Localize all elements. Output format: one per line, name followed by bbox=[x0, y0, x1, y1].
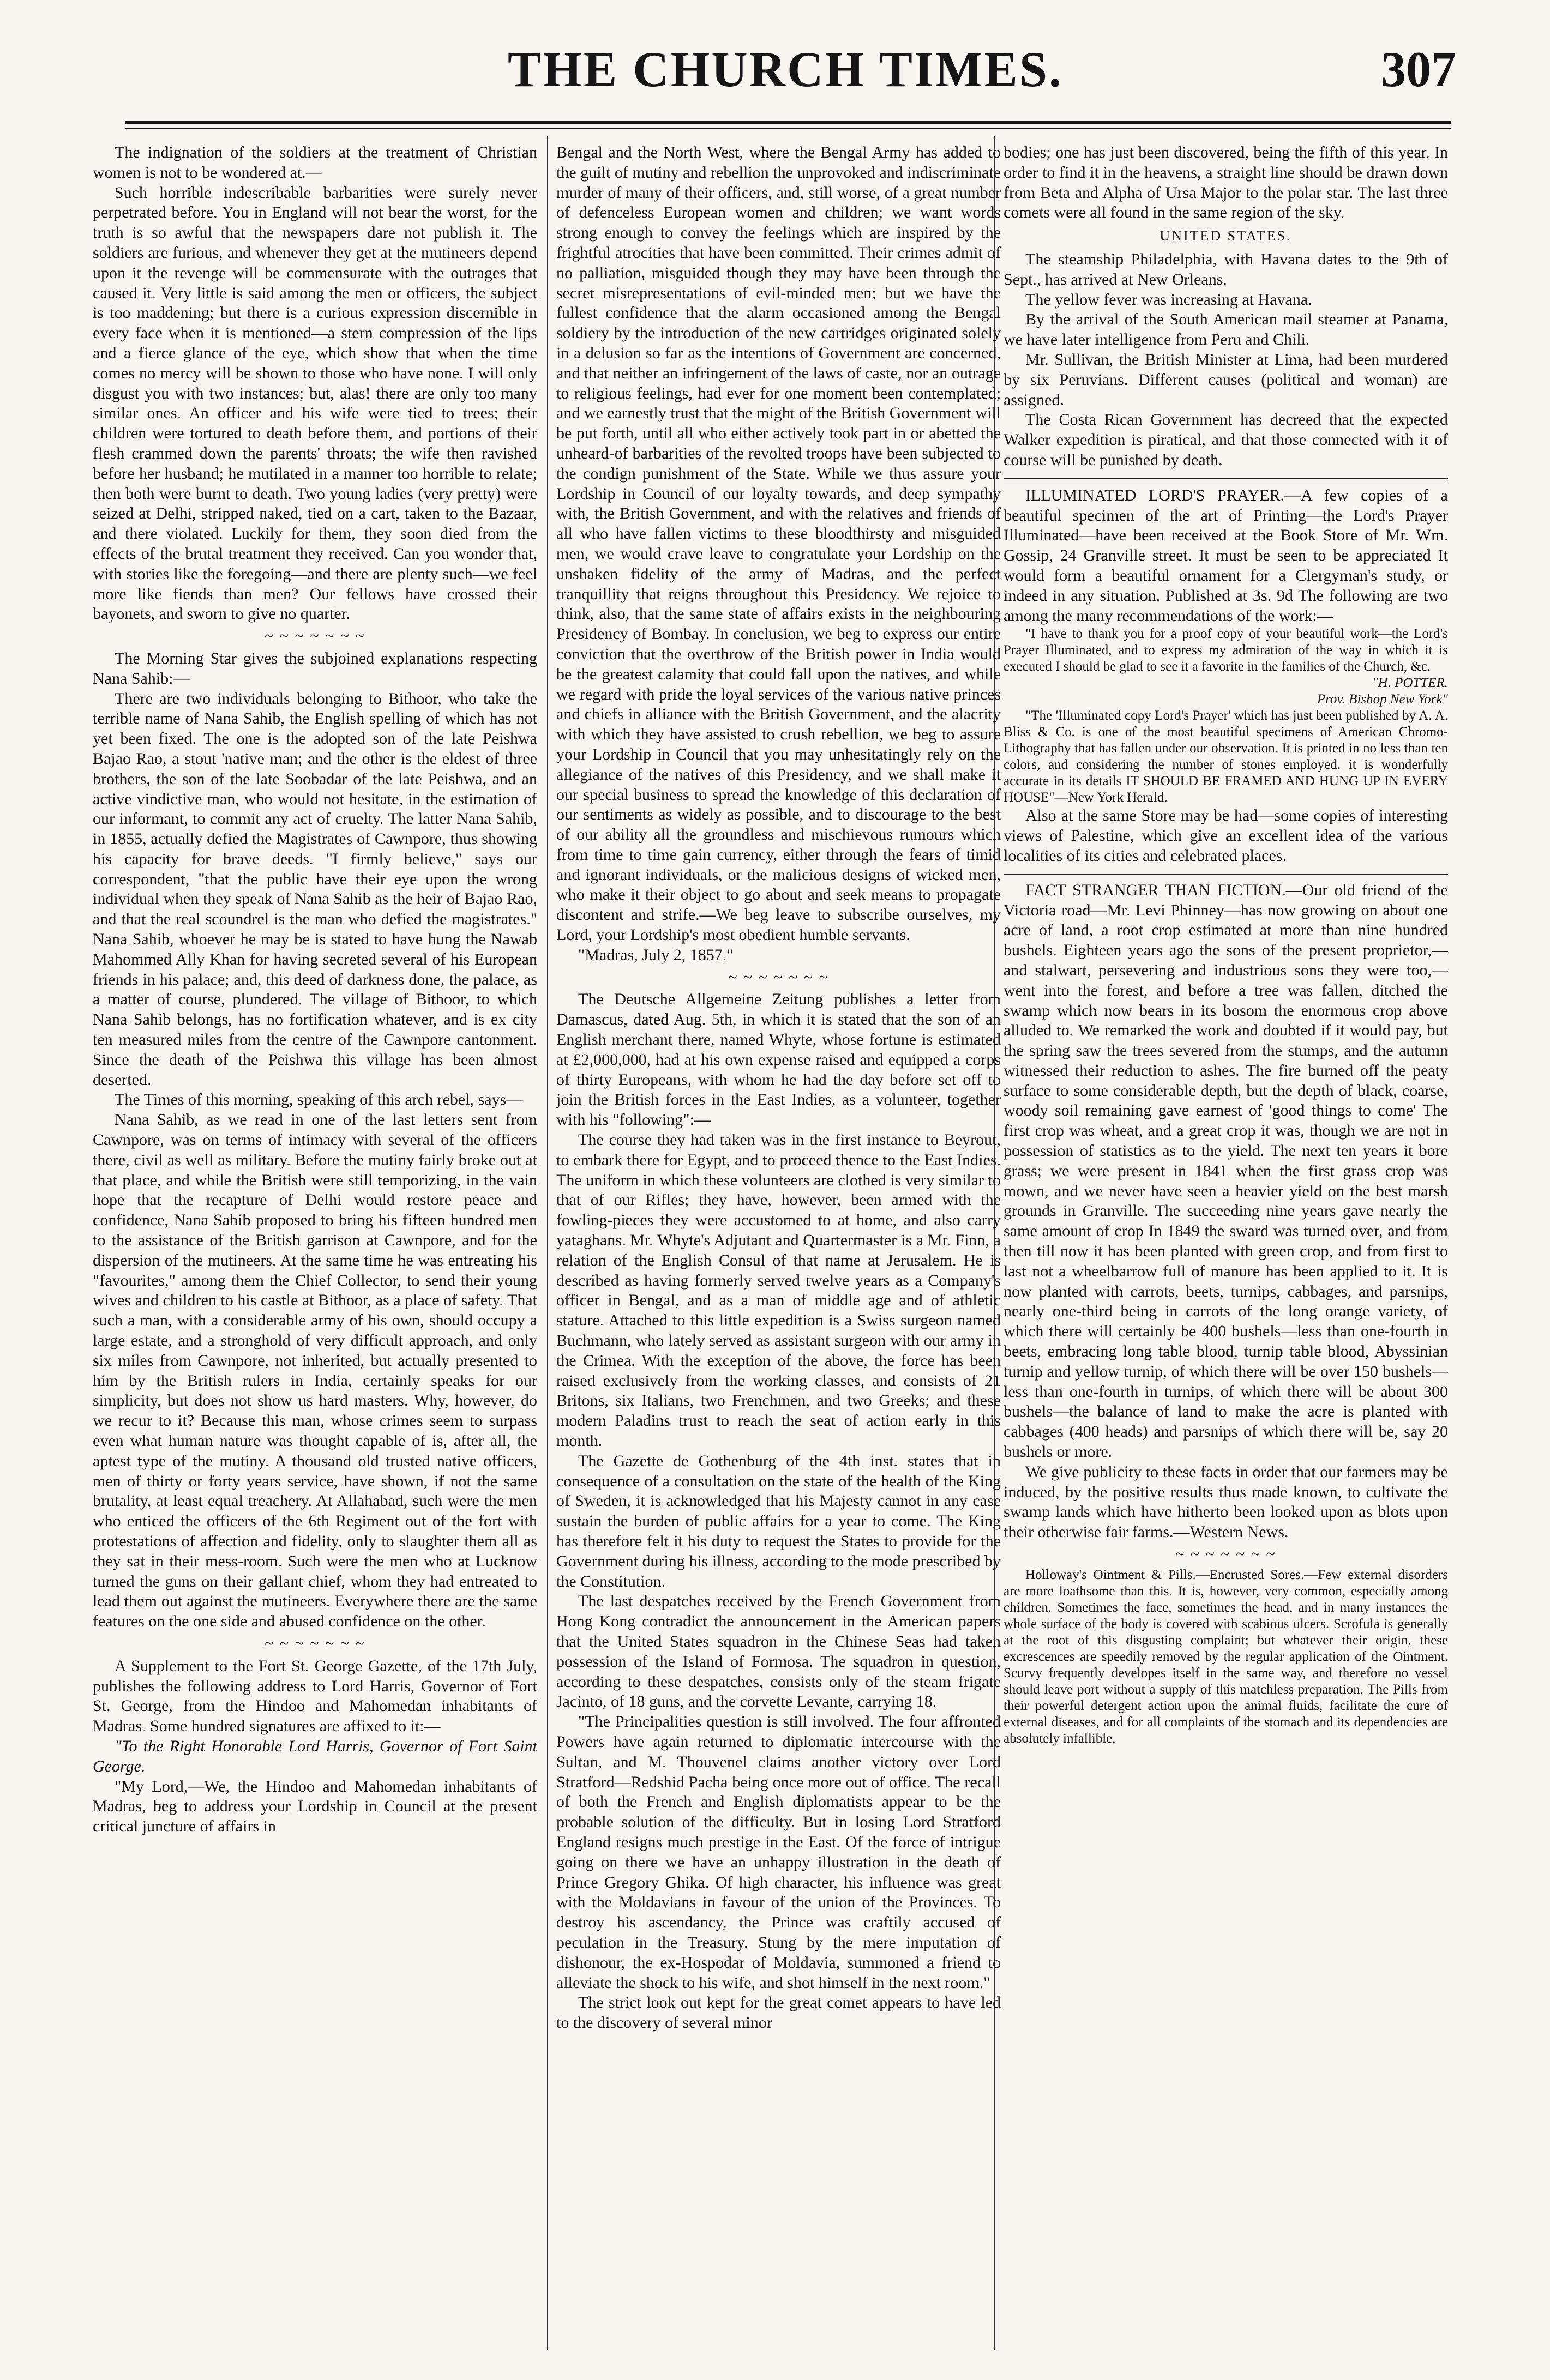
article-paragraph: Such horrible indescribable barbarities were surely never perpetrated before. You in England will not bear the worst, for the truth is so awful that the newspapers dare not publish it. The soldiers are furious, and whenever they get at the mutineers depend upon it the revenge will be commensurate with the outrages that caused it. Very little is said among the men or officers, the subject is too maddening; but there is a curious expression discernible in every face when it is mentioned—a stern compression of the lips and a fierce glance of the eye, which show that when the time comes no mercy will be shown to those who have none. I will only disgust you with two instances; but, alas! there are only too many similar ones. An officer and his wife were tied to trees; their children were tortured to death before them, and portions of their flesh crammed down the parents' throats; the wife then ravished before her husband; he mutilated in a manner too horrible to relate; then both were burnt to death. Two young ladies (very pretty) were seized at Delhi, stripped naked, tied on a cart, taken to the Bazaar, and there violated. Luckily for them, they soon died from the effects of the brutal treatment they received. Can you wonder that, with stories like the foregoing—and there are plenty such—we feel more like fiends than men? Our fellows have crossed their bayonets, and sworn to give no quarter. bbox=[93, 183, 537, 623]
page-number: 307 bbox=[1381, 41, 1456, 97]
header-rule bbox=[125, 121, 1451, 124]
advertisement: Holloway's Ointment & Pills.—Encrusted Sores.—Few external disorders are more loathsome than this. It is, however, very common, especially among children. Sometimes the face, sometimes the head, and in many instances the whole surface of the body is covered with scabious ulcers. Scrofula is generally at the root of this disgusting complaint; but whatever their origin, these excrescences are speedily removed by the regular application of the Ointment. Scurvy frequently developes itself in the same way, and therefore no vessel should leave port without a supply of this matchless preparation. The Pills from their powerful detergent action upon the animal fluids, facilitate the cure of external diseases, and for all complaints of the stomach and its dependencies are absolutely infallible. bbox=[1004, 1567, 1448, 1746]
article-paragraph: The steamship Philadelphia, with Havana dates to the 9th of Sept., has arrived at New Orleans. bbox=[1004, 250, 1448, 288]
column-2 bbox=[556, 143, 1001, 2343]
article-paragraph: The indignation of the soldiers at the treatment of Christian women is not to be wondered at.— bbox=[93, 143, 537, 182]
article-paragraph: We give publicity to these facts in order that our farmers may be induced, by the positive results thus made known, to cultivate the swamp lands which have hitherto been looked upon as blots upon their otherwise fair farms.—Western News. bbox=[1004, 1462, 1448, 1541]
section-separator: ~ ~ ~ ~ ~ ~ ~ bbox=[1175, 1545, 1276, 1564]
article-paragraph: "My Lord,—We, the Hindoo and Mahomedan inhabitants of Madras, beg to address your Lordship in Council at the present critical juncture of affairs in bbox=[93, 1777, 537, 1836]
article-paragraph: The Deutsche Allgemeine Zeitung publishes a letter from Damascus, dated Aug. 5th, in which it is stated that the son of an English merchant there, named Whyte, whose fortune is estimated at £2,000,000, had at his own expense raised and equipped a corps of thirty Europeans, with whom he had the day before set off to join the British forces in the East Indies, as a volunteer, together with his "following":— bbox=[556, 990, 1001, 1129]
article-paragraph: FACT STRANGER THAN FICTION.—Our old friend of the Victoria road—Mr. Levi Phinney—has now growing on about one acre of land, a root crop estimated at more than nine hundred bushels. Eighteen years ago the sons of the present proprietor,—and stalwart, persevering and industrious sons they were too,—went into the forest, and before a tree was fallen, ditched the swamp which now bears in its bosom the enormous crop above alluded to. We remarked the work and doubted if it would pay, but the spring saw the trees severed from the stumps, and the autumn witnessed their reduction to ashes. The fire burned off the peaty surface to some considerable depth, but the depth of black, coarse, woody soil remaining gave earnest of 'good things to come' The first crop was wheat, and a great crop it was, though we are not in possession of statistics as to the yield. The next ten years it bore grass; we were present in 1841 when the first grass crop was mown, and we never have seen a heavier yield on the best marsh grounds in Granville. The succeeding nine years gave nearly the same amount of crop In 1849 the sward was turned over, and from then till now it has been planted with green crop, and from first to last not a wheelbarrow full of manure has been applied to it. It is now planted with carrots, beets, turnips, cabbages, and parsnips, nearly one-third being in carrots of the long orange variety, of which there will certainly be 400 bushels—less than one-fourth in beets, embracing long table blood, turnip table blood, Abyssinian turnip and yellow turnip, of which there will be over 150 bushels—less than one-fourth in turnips, of which there will be about 300 bushels—the balance of land to make the acre is planted with cabbages (400 heads) and parsnips of which there will be, say 20 bushels or more. bbox=[1004, 881, 1448, 1461]
section-rule bbox=[1004, 874, 1448, 875]
article-paragraph: The Times of this morning, speaking of this arch rebel, says— bbox=[115, 1090, 523, 1109]
article-paragraph: The Gazette de Gothenburg of the 4th inst. states that in consequence of a consultation on the state of the health of the King of Sweden, it is acknowledged that his Majesty cannot in any case sustain the burden of public affairs for a year to come. The King has therefore felt it his duty to request the States to provide for the Government during his illness, according to the mode prescribed by the Constitution. bbox=[556, 1451, 1001, 1590]
article-paragraph: The last despatches received by the French Government from Hong Kong contradict the announcement in the American papers that the United States squadron in the Chinese Seas had taken possession of the Island of Formosa. The squadron in question, according to these despatches, consists only of the steam frigate Jacinto, of 18 guns, and the corvette Levante, carrying 18. bbox=[556, 1592, 1001, 1711]
article-paragraph: A Supplement to the Fort St. George Gazette, of the 17th July, publishes the following address to Lord Harris, Governor of Fort St. George, from the Hindoo and Mahomedan inhabitants of Madras. Some hundred signatures are affixed to it:— bbox=[93, 1656, 537, 1736]
signature: "H. POTTER. bbox=[1372, 676, 1448, 691]
column-1 bbox=[93, 143, 537, 2343]
article-paragraph: By the arrival of the South American mail steamer at Panama, we have later intelligence from Peru and Chili. bbox=[1004, 310, 1448, 349]
section-separator: ~ ~ ~ ~ ~ ~ ~ bbox=[728, 968, 829, 986]
section-rule bbox=[1004, 478, 1448, 480]
column-divider bbox=[547, 136, 548, 2350]
dateline: "Madras, July 2, 1857." bbox=[578, 945, 734, 964]
column-3 bbox=[1004, 143, 1448, 2343]
article-paragraph: Nana Sahib, as we read in one of the last letters sent from Cawnpore, was on terms of intimacy with several of the officers there, civil as well as military. Before the mutiny fairly broke out at that place, and while the British were still temporizing, in the vain hope that the recapture of Delhi would restore peace and confidence, Nana Sahib proposed to bring his fifteen hundred men to the assistance of the British garrison at Cawnpore, and for the dispersion of the mutineers. At the same time he was entreating his "favourites," among them the Chief Collector, to send their young wives and children to his castle at Bithoor, as a place of safety. That such a man, with a considerable army of his own, should occupy a large estate, and a stronghold of very difficult approach, and only six miles from Cawnpore, not inherited, but actually presented to him by the British rulers in India, certainly speaks for our simplicity, but does not show us hard masters. Why, however, do we recur to it? Because this man, whose crimes seem to surpass even what human nature was thought capable of is, after all, the aptest type of the mutiny. A thousand old trusted native officers, men of thirty or forty years service, have shown, if not the same brutality, at least equal treachery. At Allahabad, such were the men who enticed the officers of the 6th Regiment out of the fort with protestations of affection and fidelity, only to slaughter them all as they sat in their mess-room. Such were the men who at Lucknow turned the guns on their gallant chief, whom they had entreated to lead them out against the mutineers. Everywhere there are the same features on the one side and abused confidence on the other. bbox=[93, 1111, 537, 1631]
testimonial: "The 'Illuminated copy Lord's Prayer' which has just been published by A. A. Bliss & Co. is one of the most beautiful specimens of American Chromo-Lithography that has fallen under our observation. It is printed in no less than ten colors, and considering the number of stones employed. it is wonderfully accurate in its details IT SHOULD BE FRAMED AND HUNG UP IN EVERY HOUSE"—New York Herald. bbox=[1004, 708, 1448, 805]
page-title: THE CHURCH TIMES. bbox=[507, 41, 1064, 97]
article-paragraph: Bengal and the North West, where the Bengal Army has added to the guilt of mutiny and rebellion the unprovoked and indiscriminate murder of many of their officers, and, still worse, of a great number of defenceless European women and children; we want words strong enough to convey the feelings which are inspired by the frightful atrocities that have been committed. Their crimes admit of no palliation, misguided though they may have been through the secret misrepresentations of evil-minded men; but we have the fullest confidence that the alarm occasioned among the Bengal soldiery by the introduction of the new cartridges originated solely in a delusion so far as the intentions of Government are concerned, and that neither an infringement of the laws of caste, nor an outrage to religious feelings, had ever for one moment been contemplated; and we earnestly trust that the might of the British Government will be put forth, until all who either actively took part in or abetted the unheard-of barbarities of the revolted troops have been subjected to the condign punishment of the State. While we thus assure your Lordship in Council of our loyalty towards, and deep sympathy with, the British Government, and with the relatives and friends of all who have fallen victims to these bloodthirsty and misguided men, we would crave leave to congratulate your Lordship on the unshaken fidelity of the army of Madras, and the perfect tranquillity that reigns throughout this Presidency. We rejoice to think, also, that the same state of affairs exists in the neighbouring Presidency of Bombay. In conclusion, we beg to express our entire conviction that the overthrow of the British power in India would be the greatest calamity that could fall upon the natives, and while we regard with pride the loyal services of the various native princes and chiefs in alliance with the British Government, and the alacrity with which they have assisted to crush rebellion, we beg to assure your Lordship in Council that you may unhesitatingly rely on the allegiance of the natives of this Presidency, and we shall make it our special business to spread the knowledge of this declaration of our sentiments as widely as possible, and to discourage to the best of our ability all the groundless and mischievous rumours which from time to time gain currency, either through the fears of timid and ignorant individuals, or the malicious designs of wicked men, who make it their object to go about and seek means to propagate discontent and strife.—We beg leave to subscribe ourselves, my Lord, your Lordship's most obedient humble servants. bbox=[556, 143, 1001, 944]
signature-title: Prov. Bishop New York" bbox=[1317, 692, 1448, 707]
article-paragraph: The Costa Rican Government has decreed that the expected Walker expedition is piratical, and that those connected with it of course will be punished by death. bbox=[1004, 411, 1448, 469]
address-heading: "To the Right Honorable Lord Harris, Governor of Fort Saint George. bbox=[93, 1737, 537, 1775]
masthead bbox=[115, 33, 1456, 115]
article-paragraph: The Morning Star gives the subjoined explanations respecting Nana Sahib:— bbox=[93, 649, 537, 688]
testimonial: "I have to thank you for a proof copy of your beautiful work—the Lord's Prayer Illuminated, and to express my admiration of the way in which it is executed I should be glad to see it a favorite in the families of the Church, &c. bbox=[1004, 626, 1448, 674]
article-paragraph: bodies; one has just been discovered, being the fifth of this year. In order to find it in the heavens, a straight line should be drawn down from Beta and Alpha of Ursa Major to the polar star. The last three comets were all found in the same region of the sky. bbox=[1004, 143, 1448, 222]
section-heading: UNITED STATES. bbox=[1160, 228, 1292, 244]
article-paragraph: There are two individuals belonging to Bithoor, who take the terrible name of Nana Sahib, the English spelling of which has not yet been fixed. The one is the adopted son of the late Peishwa Bajao Rao, a stout 'native man; and the other is the eldest of three brothers, the son of the late Soobadar of the late Peishwa, and an active vindictive man, who would not hesitate, in the estimation of our informant, to commit any act of cruelty. The latter Nana Sahib, in 1855, actually defied the Magistrates of Cawnpore, thus showing his capacity for brave deeds. "I firmly believe," says our correspondent, "that the public have their eye upon the wrong individual when they speak of Nana Sahib as the heir of Bajao Rao, and that the real scoundrel is the man who defied the magistrates." Nana Sahib, whoever he may be is stated to have hung the Nawab Mahommed Ally Khan for having secreted several of his European friends in his palace; and, this deed of darkness done, the palace, as a matter of course, plundered. The village of Bithoor, to which Nana Sahib belongs, has no fortification whatever, and is ex city ten measured miles from the centre of the Cawnpore cantonment. Since the death of the Peishwa this village has been almost deserted. bbox=[93, 689, 537, 1089]
article-paragraph: The yellow fever was increasing at Havana. bbox=[1025, 290, 1312, 309]
article-paragraph: Mr. Sullivan, the British Minister at Lima, had been murdered by six Peruvians. Different causes (political and woman) are assigned. bbox=[1004, 350, 1448, 409]
section-separator: ~ ~ ~ ~ ~ ~ ~ bbox=[265, 627, 365, 646]
header-rule-thin bbox=[125, 128, 1451, 129]
section-separator: ~ ~ ~ ~ ~ ~ ~ bbox=[265, 1634, 365, 1653]
article-paragraph: The strict look out kept for the great comet appears to have led to the discovery of several minor bbox=[556, 1993, 1001, 2032]
article-paragraph: ILLUMINATED LORD'S PRAYER.—A few copies of a beautiful specimen of the art of Printing—the Lord's Prayer Illuminated—have been received at the Book Store of Mr. Wm. Gossip, 24 Granville street. It must be seen to be appreciated It would form a beautiful ornament for a Clergyman's study, or indeed in any situation. Published at 3s. 9d The following are two among the many recommendations of the work:— bbox=[1004, 486, 1448, 625]
article-paragraph: The course they had taken was in the first instance to Beyrout, to embark there for Egypt, and to proceed thence to the East Indies. The uniform in which these volunteers are clothed is very similar to that of our Rifles; they have, however, been armed with the fowling-pieces they were accustomed to at home, and also carry yataghans. Mr. Whyte's Adjutant and Quartermaster is a Mr. Finn, a relation of the English Consul of that name at Jerusalem. He is described as having formerly served twelve years as a Company's officer in Bengal, and as a man of middle age and of athletic stature. Attached to this little expedition is a Swiss surgeon named Buchmann, who lately served as assistant surgeon with our army in the Crimea. With the exception of the above, the force has been raised exclusively from the working classes, and consists of 21 Britons, six Italians, two Frenchmen, and two Greeks; and these modern Paladins trust to reach the seat of action early in this month. bbox=[556, 1131, 1001, 1450]
article-paragraph: Also at the same Store may be had—some copies of interesting views of Palestine, which give an excellent idea of the various localities of its cities and celebrated places. bbox=[1004, 806, 1448, 865]
article-paragraph: "The Principalities question is still involved. The four affronted Powers have again returned to diplomatic intercourse with the Sultan, and M. Thouvenel claims another victory over Lord Stratford—Redshid Pacha being once more out of office. The recall of both the French and English diplomatists appear to be the probable solution of the difficulty. But in losing Lord Stratford England resigns much prestige in the East. Of the force of intrigue going on there we have an unhappy illustration in the death of Prince Gregory Ghika. Of high character, his influence was great with the Moldavians in favour of the union of the Provinces. To destroy his ascendancy, the Prince was craftily accused of peculation in the Treasury. Stung by the mere imputation of dishonour, the ex-Hospodar of Moldavia, summoned a friend to alleviate the shock to his wife, and shot himself in the next room." bbox=[556, 1713, 1001, 1992]
